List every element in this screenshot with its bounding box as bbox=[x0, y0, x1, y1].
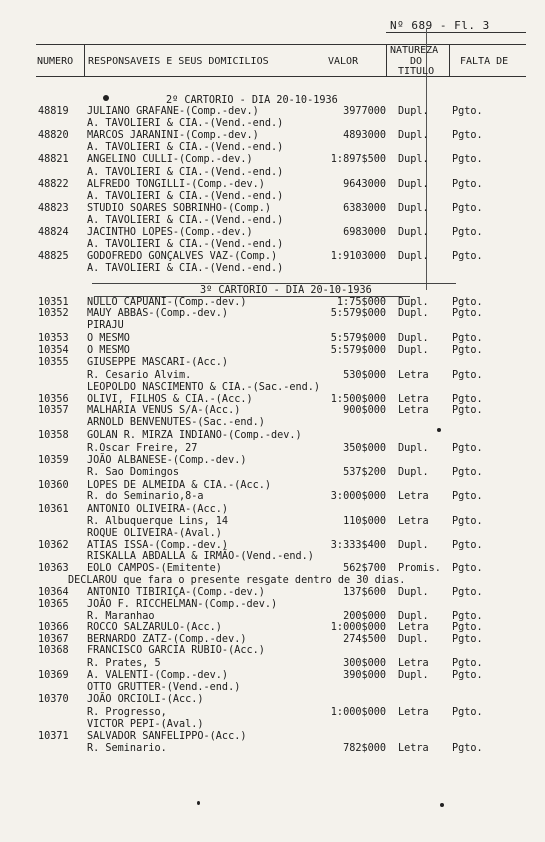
entry-party: ANTONIO TIBIRIÇA-(Comp.-dev.) bbox=[87, 587, 265, 598]
table-row bbox=[0, 430, 545, 441]
table-row bbox=[0, 528, 545, 539]
entry-value: 537$200 bbox=[343, 467, 386, 478]
entry-number: 10370 bbox=[38, 694, 69, 705]
entry-value: 200$000 bbox=[343, 611, 386, 622]
entry-number: 10368 bbox=[38, 645, 69, 656]
table-row bbox=[0, 179, 545, 190]
table-row bbox=[0, 297, 545, 308]
entry-value: 390$000 bbox=[343, 670, 386, 681]
table-row bbox=[0, 491, 545, 502]
entry-title-type: Dupl. bbox=[398, 611, 429, 622]
entry-value: 782$000 bbox=[343, 743, 386, 754]
table-row bbox=[0, 154, 545, 165]
table-row bbox=[0, 308, 545, 319]
entry-party: R. Prates, 5 bbox=[87, 658, 161, 669]
table-row bbox=[0, 540, 545, 551]
entry-title-type: Letra bbox=[398, 516, 429, 527]
entry-value: 6983000 bbox=[343, 227, 386, 238]
entry-party: NULLO CAPUANI-(Comp.-dev.) bbox=[87, 297, 247, 308]
entry-party: ARNOLD BENVENUTES-(Sac.-end.) bbox=[87, 417, 265, 428]
entry-number: 10363 bbox=[38, 563, 69, 574]
entry-number: 48821 bbox=[38, 154, 69, 166]
entry-reason: Pgto. bbox=[452, 308, 483, 319]
entry-party: JOÃO ORCIOLI-(Acc.) bbox=[87, 694, 204, 705]
entry-number: 10367 bbox=[38, 634, 69, 645]
table-row bbox=[0, 405, 545, 416]
entry-number: 10354 bbox=[38, 345, 69, 356]
entry-party: ANGELINO CULLI-(Comp.-dev.) bbox=[87, 154, 253, 166]
entry-reason: Pgto. bbox=[452, 743, 483, 754]
entry-value: 3:000$000 bbox=[330, 491, 386, 502]
entry-number: 10361 bbox=[38, 504, 69, 515]
table-row bbox=[0, 504, 545, 515]
table-row bbox=[0, 106, 545, 117]
entry-reason: Pgto. bbox=[452, 611, 483, 622]
table-row bbox=[0, 707, 545, 718]
entry-reason: Pgto. bbox=[452, 707, 483, 718]
entry-title-type: Dupl. bbox=[398, 227, 429, 238]
section-divider bbox=[92, 283, 456, 284]
header-top-rule bbox=[36, 44, 526, 45]
entry-value: 900$000 bbox=[343, 405, 386, 416]
entry-value: 6383000 bbox=[343, 202, 386, 214]
entry-number: 10357 bbox=[38, 405, 69, 416]
entry-party: ANTONIO OLIVEIRA-(Acc.) bbox=[87, 504, 229, 515]
entry-number: 10358 bbox=[38, 430, 69, 441]
entry-party: R. Progresso, bbox=[87, 707, 167, 718]
entry-party: JULIANO GRAFANE-(Comp.-dev.) bbox=[87, 106, 259, 117]
header-numero: NUMERO bbox=[37, 56, 74, 67]
table-row bbox=[0, 227, 545, 238]
table-row bbox=[0, 645, 545, 656]
entry-number: 48824 bbox=[38, 227, 69, 238]
table-row bbox=[0, 611, 545, 622]
entry-reason: Pgto. bbox=[452, 345, 483, 356]
entry-number: 10366 bbox=[38, 622, 69, 633]
entry-value: 530$000 bbox=[343, 370, 386, 381]
table-row bbox=[0, 670, 545, 681]
header-divider bbox=[84, 44, 85, 76]
ink-mark bbox=[440, 803, 444, 807]
entry-value: 274$500 bbox=[343, 634, 386, 645]
table-row bbox=[0, 345, 545, 356]
entry-party: JOÃO ALBANESE-(Comp.-dev.) bbox=[87, 455, 247, 466]
entry-value: 1:000$000 bbox=[330, 622, 386, 633]
entry-value: 1:897$500 bbox=[330, 154, 386, 166]
entry-reason: Pgto. bbox=[452, 251, 483, 263]
entry-party: O MESMO bbox=[87, 345, 130, 356]
entry-party: A. TAVOLIERI & CIA.-(Vend.-end.) bbox=[87, 118, 284, 130]
entry-party: R. Albuquerque Lins, 14 bbox=[87, 516, 229, 527]
table-row bbox=[0, 443, 545, 454]
entry-title-type: Letra bbox=[398, 622, 429, 633]
table-row bbox=[0, 142, 545, 153]
entry-number: 48823 bbox=[38, 202, 69, 214]
table-row bbox=[0, 587, 545, 598]
table-row bbox=[0, 563, 545, 574]
entry-value: 4893000 bbox=[343, 130, 386, 142]
entry-title-type: Letra bbox=[398, 491, 429, 502]
entry-value: 1:9103000 bbox=[330, 251, 386, 263]
table-row bbox=[0, 394, 545, 405]
entry-party: ATIAS ISSA-(Comp.-dev.) bbox=[87, 540, 229, 551]
table-row bbox=[0, 130, 545, 141]
header-valor: VALOR bbox=[328, 56, 359, 67]
table-row bbox=[0, 191, 545, 202]
entry-title-type: Dupl. bbox=[398, 106, 429, 117]
entry-party: R. Sao Domingos bbox=[87, 467, 180, 478]
entry-title-type: Letra bbox=[398, 405, 429, 416]
entry-party: ALFREDO TONGILLI-(Comp.-dev.) bbox=[87, 178, 265, 190]
entry-number: 10352 bbox=[38, 308, 69, 319]
entry-title-type: Letra bbox=[398, 743, 429, 754]
entry-party: O MESMO bbox=[87, 333, 130, 344]
entry-party: PIRAJU bbox=[87, 320, 124, 331]
entry-reason: Pgto. bbox=[452, 516, 483, 527]
entry-number: 10355 bbox=[38, 357, 69, 368]
entry-party: MARCOS JARANINI-(Comp.-dev.) bbox=[87, 130, 259, 142]
entry-title-type: Dupl. bbox=[398, 443, 429, 454]
entry-reason: Pgto. bbox=[452, 333, 483, 344]
entry-title-type: Dupl. bbox=[398, 333, 429, 344]
table-row bbox=[0, 215, 545, 226]
entry-title-type: Dupl. bbox=[398, 540, 429, 551]
entry-party: LEOPOLDO NASCIMENTO & CIA.-(Sac.-end.) bbox=[87, 382, 321, 393]
entry-title-type: Dupl. bbox=[398, 670, 429, 681]
entry-value: 1:500$000 bbox=[330, 394, 386, 405]
entry-party: MAUY ABBAS-(Comp.-dev.) bbox=[87, 308, 229, 319]
entry-number: 10359 bbox=[38, 455, 69, 466]
table-row bbox=[0, 682, 545, 693]
table-row bbox=[0, 263, 545, 274]
entry-value: 9643000 bbox=[343, 178, 386, 190]
entry-number: 10364 bbox=[38, 587, 69, 598]
entry-party: BERNARDO ZATZ-(Comp.-dev.) bbox=[87, 634, 247, 645]
entry-reason: Pgto. bbox=[452, 405, 483, 416]
table-row bbox=[0, 467, 545, 478]
entry-value: 300$000 bbox=[343, 658, 386, 669]
entry-party: GIUSEPPE MASCARI-(Acc.) bbox=[87, 357, 229, 368]
table-row bbox=[0, 251, 545, 262]
entry-party: DECLAROU que fara o presente resgate dentro de 30 dias. bbox=[68, 575, 406, 586]
entry-party: EOLO CAMPOS-(Emitente) bbox=[87, 563, 222, 574]
entry-party: RISKALLA ABDALLA & IRMÃO-(Vend.-end.) bbox=[87, 551, 314, 562]
table-row bbox=[0, 203, 545, 214]
entry-value: 562$700 bbox=[343, 563, 386, 574]
entry-reason: Pgto. bbox=[452, 178, 483, 190]
entry-party: A. TAVOLIERI & CIA.-(Vend.-end.) bbox=[87, 190, 284, 202]
entry-party: A. TAVOLIERI & CIA.-(Vend.-end.) bbox=[87, 142, 284, 154]
table-row bbox=[0, 743, 545, 754]
table-row bbox=[0, 575, 545, 586]
table-row bbox=[0, 320, 545, 331]
entry-party: A. VALENTI-(Comp.-dev.) bbox=[87, 670, 229, 681]
entry-value: 110$000 bbox=[343, 516, 386, 527]
entry-party: MALHARIA VENUS S/A-(Acc.) bbox=[87, 405, 241, 416]
ink-mark bbox=[437, 428, 441, 432]
entry-number: 10356 bbox=[38, 394, 69, 405]
table-row bbox=[0, 731, 545, 742]
table-row bbox=[0, 516, 545, 527]
table-row bbox=[0, 694, 545, 705]
entry-reason: Pgto. bbox=[452, 670, 483, 681]
entry-value: 350$000 bbox=[343, 443, 386, 454]
entry-party: OLIVI, FILHOS & CIA.-(Acc.) bbox=[87, 394, 253, 405]
entry-title-type: Dupl. bbox=[398, 587, 429, 598]
header-responsaveis: RESPONSAVEIS E SEUS DOMICILIOS bbox=[88, 56, 269, 67]
ink-mark bbox=[197, 801, 200, 805]
entry-title-type: Dupl. bbox=[398, 251, 429, 263]
entry-reason: Pgto. bbox=[452, 491, 483, 502]
entry-title-type: Promis. bbox=[398, 563, 441, 574]
entry-reason: Pgto. bbox=[452, 658, 483, 669]
entry-title-type: Letra bbox=[398, 658, 429, 669]
table-row bbox=[0, 480, 545, 491]
entry-reason: Pgto. bbox=[452, 394, 483, 405]
section-title-3: 3º CARTORIO - DIA 20-10-1936 bbox=[200, 285, 372, 296]
table-row bbox=[0, 658, 545, 669]
ink-mark bbox=[103, 95, 109, 101]
entry-reason: Pgto. bbox=[452, 106, 483, 117]
entry-party: OTTO GRUTTER-(Vend.-end.) bbox=[87, 682, 241, 693]
entry-party: ROCCO SALZARULO-(Acc.) bbox=[87, 622, 222, 633]
entry-party: R. Cesario Alvim. bbox=[87, 370, 192, 381]
header-divider bbox=[449, 44, 450, 76]
entry-value: 3977000 bbox=[343, 106, 386, 117]
entry-title-type: Letra bbox=[398, 394, 429, 405]
entry-reason: Pgto. bbox=[452, 563, 483, 574]
entry-party: STUDIO SOARES SOBRINHO-(Comp.) bbox=[87, 202, 272, 214]
entry-reason: Pgto. bbox=[452, 154, 483, 166]
entry-value: 5:579$000 bbox=[330, 345, 386, 356]
entry-number: 48820 bbox=[38, 130, 69, 142]
entry-value: 137$600 bbox=[343, 587, 386, 598]
entry-reason: Pgto. bbox=[452, 622, 483, 633]
table-row bbox=[0, 118, 545, 129]
entry-party: R. Seminario. bbox=[87, 743, 167, 754]
header-falta: FALTA DE bbox=[460, 56, 509, 67]
table-row bbox=[0, 622, 545, 633]
header-bottom-rule bbox=[36, 76, 526, 77]
entry-title-type: Letra bbox=[398, 707, 429, 718]
entry-value: 1:75$000 bbox=[336, 297, 386, 308]
table-row bbox=[0, 370, 545, 381]
section-title-2: 2º CARTORIO - DIA 20-10-1936 bbox=[166, 95, 338, 106]
entry-title-type: Dupl. bbox=[398, 178, 429, 190]
entry-number: 48825 bbox=[38, 251, 69, 263]
entry-party: SALVADOR SANFELIPPO-(Acc.) bbox=[87, 731, 247, 742]
entry-party: JOÃO F. RICCHELMAN-(Comp.-dev.) bbox=[87, 599, 278, 610]
entry-title-type: Dupl. bbox=[398, 154, 429, 166]
entry-reason: Pgto. bbox=[452, 297, 483, 308]
entry-number: 48822 bbox=[38, 178, 69, 190]
entry-reason: Pgto. bbox=[452, 587, 483, 598]
entry-title-type: Dupl. bbox=[398, 297, 429, 308]
table-row bbox=[0, 167, 545, 178]
entry-reason: Pgto. bbox=[452, 370, 483, 381]
entry-number: 10369 bbox=[38, 670, 69, 681]
table-row bbox=[0, 417, 545, 428]
page-reference: Nº 689 - Fl. 3 bbox=[390, 19, 490, 32]
entry-party: VICTOR PEPI-(Aval.) bbox=[87, 719, 204, 730]
entry-reason: Pgto. bbox=[452, 202, 483, 214]
entry-reason: Pgto. bbox=[452, 467, 483, 478]
entry-title-type: Dupl. bbox=[398, 467, 429, 478]
entry-value: 5:579$000 bbox=[330, 308, 386, 319]
table-row bbox=[0, 455, 545, 466]
entry-value: 1:000$000 bbox=[330, 707, 386, 718]
entry-party: A. TAVOLIERI & CIA.-(Vend.-end.) bbox=[87, 263, 284, 275]
entry-number: 10362 bbox=[38, 540, 69, 551]
entry-party: ROQUE OLIVEIRA-(Aval.) bbox=[87, 528, 222, 539]
header-natureza-do: DO bbox=[410, 56, 423, 67]
page-reference-underline bbox=[386, 32, 526, 33]
entry-value: 5:579$000 bbox=[330, 333, 386, 344]
entry-number: 48819 bbox=[38, 106, 69, 117]
entry-party: GOLAN R. MIRZA INDIANO-(Comp.-dev.) bbox=[87, 430, 302, 441]
entry-party: R. do Seminario,8-a bbox=[87, 491, 204, 502]
entry-number: 10360 bbox=[38, 480, 69, 491]
entry-number: 10351 bbox=[38, 297, 69, 308]
table-row bbox=[0, 382, 545, 393]
entry-party: GODOFREDO GONÇALVES VAZ-(Comp.) bbox=[87, 251, 278, 263]
header-natureza-titulo: TITULO bbox=[398, 66, 435, 77]
entry-party: JACINTHO LOPES-(Comp.-dev.) bbox=[87, 227, 253, 238]
entry-number: 10365 bbox=[38, 599, 69, 610]
entry-title-type: Dupl. bbox=[398, 202, 429, 214]
header-natureza: NATUREZA bbox=[390, 45, 439, 56]
table-row bbox=[0, 239, 545, 250]
entry-party: A. TAVOLIERI & CIA.-(Vend.-end.) bbox=[87, 214, 284, 226]
entry-party: LOPES DE ALMEIDA & CIA.-(Acc.) bbox=[87, 480, 272, 491]
entry-value: 3:333$400 bbox=[330, 540, 386, 551]
entry-number: 10371 bbox=[38, 731, 69, 742]
entry-title-type: Dupl. bbox=[398, 345, 429, 356]
entry-reason: Pgto. bbox=[452, 540, 483, 551]
entry-title-type: Dupl. bbox=[398, 130, 429, 142]
entry-party: R. Maranhao bbox=[87, 611, 155, 622]
table-row bbox=[0, 599, 545, 610]
entry-party: A. TAVOLIERI & CIA.-(Vend.-end.) bbox=[87, 166, 284, 178]
entry-title-type: Dupl. bbox=[398, 308, 429, 319]
entry-number: 10353 bbox=[38, 333, 69, 344]
table-row bbox=[0, 634, 545, 645]
entry-title-type: Dupl. bbox=[398, 634, 429, 645]
entry-reason: Pgto. bbox=[452, 443, 483, 454]
entry-party: FRANCISCO GARCIA RUBIO-(Acc.) bbox=[87, 645, 265, 656]
entry-reason: Pgto. bbox=[452, 227, 483, 238]
entry-title-type: Letra bbox=[398, 370, 429, 381]
header-divider bbox=[386, 44, 387, 76]
table-row bbox=[0, 719, 545, 730]
entry-party: R.Oscar Freire, 27 bbox=[87, 443, 198, 454]
table-row bbox=[0, 357, 545, 368]
table-row bbox=[0, 333, 545, 344]
table-row bbox=[0, 551, 545, 562]
entry-reason: Pgto. bbox=[452, 634, 483, 645]
entry-party: A. TAVOLIERI & CIA.-(Vend.-end.) bbox=[87, 239, 284, 251]
entry-reason: Pgto. bbox=[452, 130, 483, 142]
